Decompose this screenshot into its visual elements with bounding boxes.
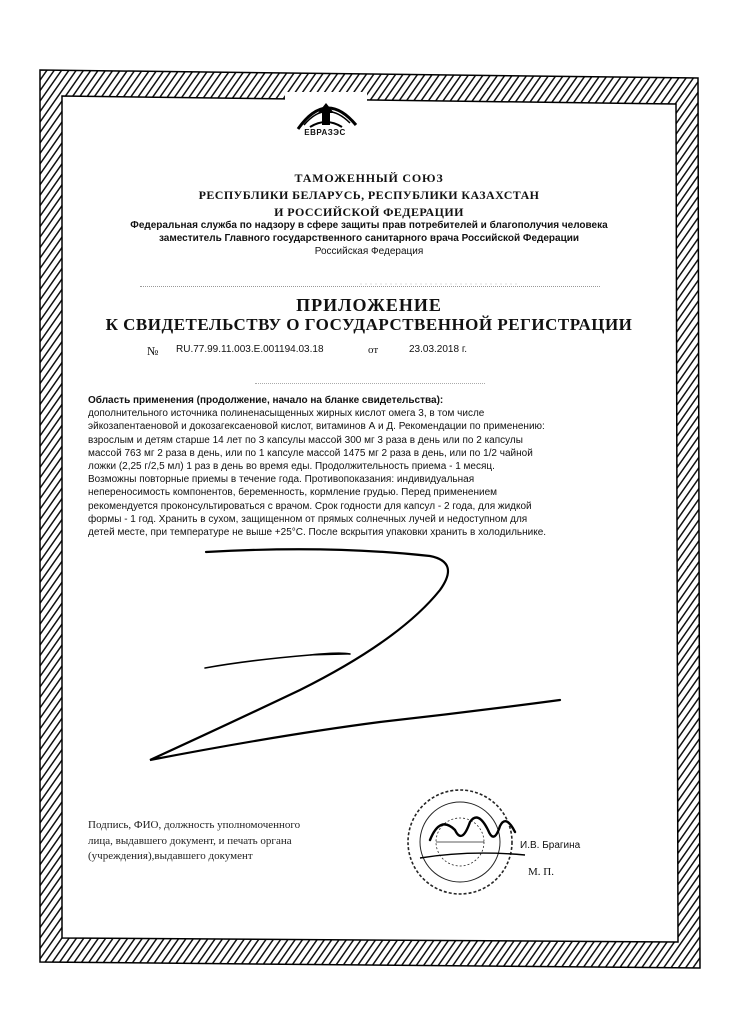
signature-label (88, 818, 378, 865)
signer-name: И.В. Брагина (520, 840, 581, 851)
date-label: от (368, 344, 379, 356)
body-line: Область применения (продолжение, начало на бланке свидетельства): (88, 395, 444, 406)
emblem-caption: ЕВРАЗЭС (304, 128, 346, 137)
body-line: рекомендуется проконсультироваться с врачом. Срок годности для капсул - 2 года, для жидкой (88, 500, 532, 512)
body-line: непереносимость компонентов, беременность, кормление грудью. Перед применением (88, 487, 498, 499)
registration-number: RU.77.99.11.003.Е.001194.03.18 (176, 344, 324, 355)
number-label: № (147, 344, 159, 358)
body-line: эйкозапентаеновой и докозагексаеновой кислот, витаминов А и Д. Рекомендации по применению: (88, 421, 545, 433)
divider (140, 286, 600, 287)
body-line: массой 763 мг 2 раза в день, или по 1 капсуле массой 1475 мг 2 раза в день, или по 1/2 чайной (88, 447, 533, 459)
body-line: детей месте, при температуре не выше +25°С. После вскрытия упаковки хранить в холодильнике. (88, 527, 547, 539)
document-title: ПРИЛОЖЕНИЕ (296, 295, 442, 315)
application-scope-text (88, 394, 588, 539)
signature-label-line: лица, выдавшего документ, и печать органа (88, 834, 292, 847)
body-line: дополнительного источника полиненасыщенных жирных кислот омега 3, в том числе (88, 408, 485, 420)
header-country: Российская Федерация (314, 246, 424, 257)
header-countries-line1: РЕСПУБЛИКИ БЕЛАРУСЬ, РЕСПУБЛИКИ КАЗАХСТАН (198, 188, 540, 202)
header-union: ТАМОЖЕННЫЙ СОЮЗ (294, 171, 444, 185)
header-countries-line2: И РОССИЙСКОЙ ФЕДЕРАЦИИ (274, 205, 464, 219)
registration-date: 23.03.2018 г. (409, 344, 468, 355)
stamp-mark: М. П. (528, 866, 554, 878)
divider (255, 383, 485, 384)
signature-label-line: (учреждения),выдавшего документ (88, 850, 253, 862)
signature-label-line: Подпись, ФИО, должность уполномоченного (88, 819, 301, 831)
header-official: заместитель Главного государственного санитарного врача Российской Федерации (158, 233, 580, 244)
body-line: формы - 1 год. Хранить в сухом, защищенном от прямых солнечных лучей и недоступном для (88, 513, 528, 525)
body-line: взрослым и детям старше 14 лет по 3 капсулы массой 300 мг 3 раза в день или по 2 капсулы (88, 434, 523, 446)
document-subtitle: К СВИДЕТЕЛЬСТВУ О ГОСУДАРСТВЕННОЙ РЕГИСТРАЦИИ (105, 315, 633, 334)
body-line: ложки (2,25 г/2,5 мл) 1 раз в день во время еды. Продолжительность приема - 1 месяц. (88, 461, 495, 473)
body-line: Возможны повторные приемы в течение года. Противопоказания: индивидуальная (88, 474, 475, 486)
header-agency: Федеральная служба по надзору в сфере защиты прав потребителей и благополучия человека (130, 220, 608, 231)
